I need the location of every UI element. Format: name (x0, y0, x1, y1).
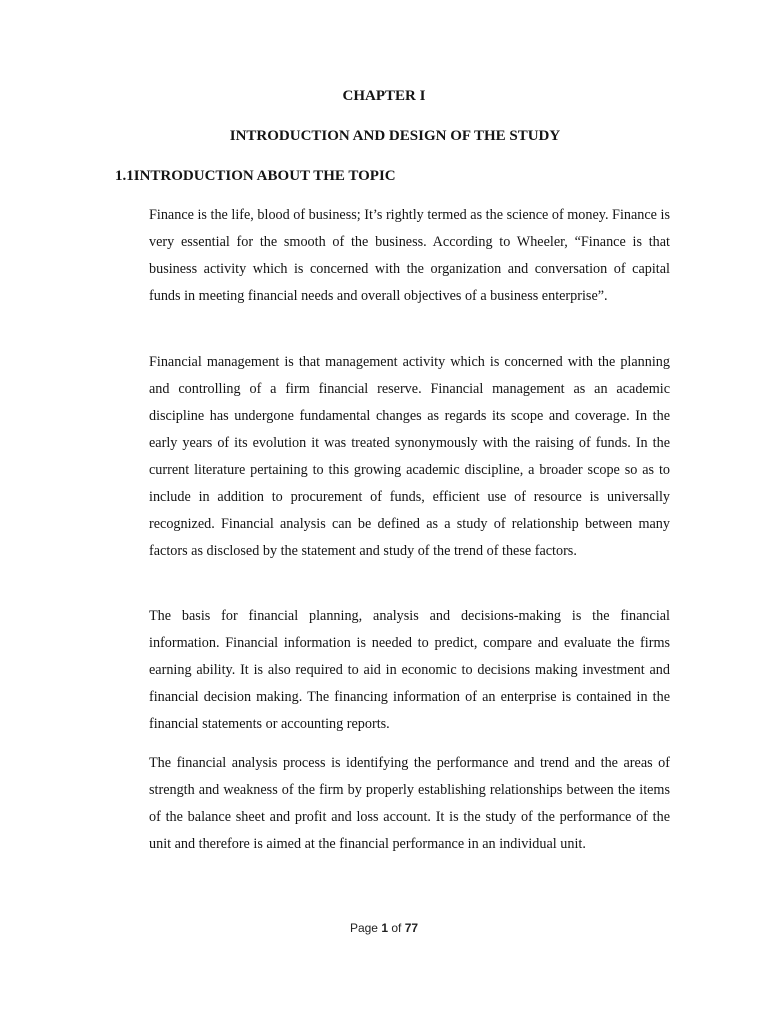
current-page-number: 1 (381, 921, 388, 935)
total-pages-number: 77 (404, 921, 419, 935)
page-footer (0, 920, 768, 936)
paragraph-1: Finance is the life, blood of business; It’s rightly termed as the science of money. Finance is very essential for the smooth of the business. According to Wheeler, “Finance is that business activity which is concerned with the organization and conversation of capital funds in meeting financial needs and overall objectives of a business enterprise”. (149, 207, 670, 304)
section-heading: 1.1INTRODUCTION ABOUT THE TOPIC (115, 168, 396, 184)
of-word: of (391, 921, 402, 935)
page-title: INTRODUCTION AND DESIGN OF THE STUDY (229, 128, 561, 144)
paragraph-4: The financial analysis process is identifying the performance and trend and the areas of strength and weakness of the firm by properly establishing relationships between the items of the balance sheet and profit and loss account. It is the study of the performance of the unit and therefore is aimed at the financial performance in an individual unit. (149, 755, 670, 852)
page-word: Page (349, 921, 378, 935)
paragraph-3: The basis for financial planning, analysis and decisions-making is the financial information. Financial information is needed to predict, compare and evaluate the firms earning ability. It is also required to aid in economic to decisions making investment and financial decision making. The financing information of an enterprise is contained in the financial statements or accounting reports. (149, 608, 670, 732)
paragraph-2: Financial management is that management activity which is concerned with the planning and controlling of a firm financial reserve. Financial management as an academic discipline has undergone fundamental changes as regards its scope and coverage. In the early years of its evolution it was treated synonymously with the raising of funds. In the current literature pertaining to this growing academic discipline, a broader scope so as to include in addition to procurement of funds, efficient use of resource is universally recognized. Financial analysis can be defined as a study of relationship between many factors as disclosed by the statement and study of the trend of these factors. (149, 354, 670, 559)
chapter-label: CHAPTER I (342, 88, 426, 104)
